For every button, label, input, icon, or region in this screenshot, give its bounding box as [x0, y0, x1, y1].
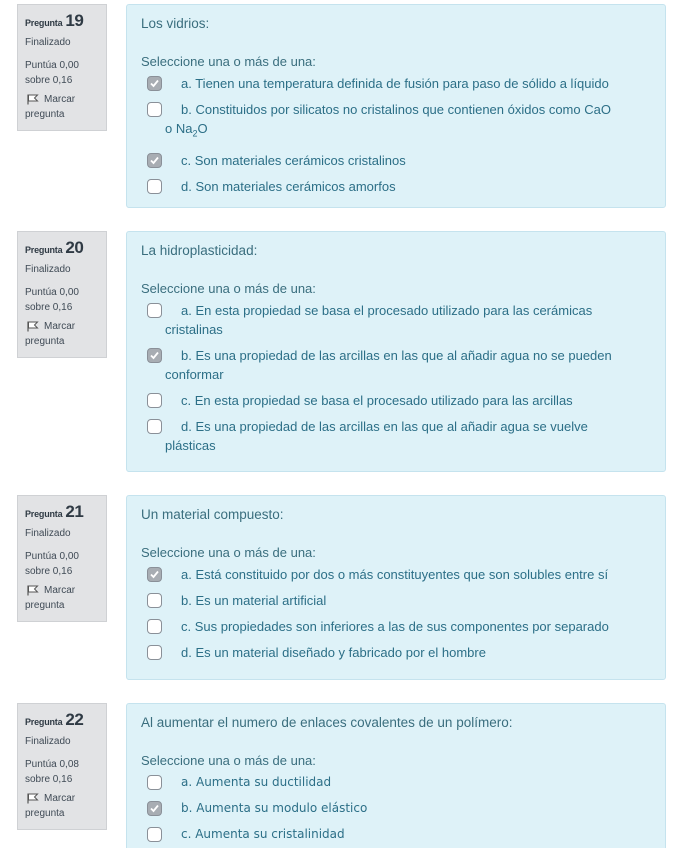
answer-option[interactable] — [141, 74, 651, 93]
question-grade — [25, 58, 99, 88]
question-grade — [25, 757, 99, 787]
flag-label-2: pregunta — [25, 600, 65, 611]
checkbox-unchecked[interactable] — [147, 619, 162, 634]
question-content — [126, 231, 666, 472]
checkbox-unchecked[interactable] — [147, 102, 162, 117]
answer-text: a. Está constituido por dos o más constituyentes que son solubles entre sí — [181, 567, 609, 582]
flag-question-link[interactable] — [25, 319, 99, 349]
flag-icon — [27, 793, 39, 804]
answer-text-line2: plásticas — [165, 438, 216, 453]
question-prompt: Seleccione una o más de una: — [141, 545, 316, 560]
flag-label: Marcar — [44, 94, 76, 105]
checkbox-unchecked[interactable] — [147, 393, 162, 408]
flag-label: Marcar — [44, 585, 76, 596]
checkbox-checked[interactable] — [147, 567, 162, 582]
answer-text — [165, 100, 611, 144]
question-state: Finalizado — [25, 37, 71, 48]
checkbox-unchecked[interactable] — [147, 179, 162, 194]
check-icon — [149, 78, 160, 89]
checkbox-unchecked[interactable] — [147, 419, 162, 434]
answer-option[interactable] — [141, 825, 651, 844]
question-label: Pregunta — [25, 717, 63, 727]
grade-score: Puntúa 0,08 — [25, 759, 79, 770]
grade-max: sobre 0,16 — [25, 566, 73, 577]
question-number: 19 — [65, 11, 84, 30]
answer-option[interactable] — [141, 301, 651, 339]
flag-label: Marcar — [44, 321, 76, 332]
question-label: Pregunta — [25, 18, 63, 28]
question-text: Al aumentar el numero de enlaces covalentes de un polímero: — [141, 715, 513, 730]
check-icon — [149, 155, 160, 166]
question-state: Finalizado — [25, 264, 71, 275]
answer-text-line2: cristalinas — [165, 322, 223, 337]
answer-text — [165, 301, 593, 339]
answer-list — [141, 565, 651, 662]
question-info-panel — [17, 703, 107, 830]
grade-score: Puntúa 0,00 — [25, 60, 79, 71]
flag-label-2: pregunta — [25, 808, 65, 819]
checkbox-checked[interactable] — [147, 153, 162, 168]
answer-option[interactable] — [141, 643, 651, 662]
answer-option[interactable] — [141, 100, 651, 144]
question-info-panel — [17, 4, 107, 131]
answer-text: c. Sus propiedades son inferiores a las de sus componentes por separado — [181, 619, 609, 634]
answer-text-line1: d. Es una propiedad de las arcillas en las que al añadir agua se vuelve — [181, 419, 588, 434]
check-icon — [149, 569, 160, 580]
question-label: Pregunta — [25, 245, 63, 255]
answer-list — [141, 773, 651, 844]
answer-text-line2-pre: o Na — [165, 121, 193, 136]
question-content — [126, 4, 666, 208]
grade-max: sobre 0,16 — [25, 75, 73, 86]
question-text: Un material compuesto: — [141, 507, 284, 522]
answer-text — [165, 417, 588, 455]
checkbox-checked[interactable] — [147, 801, 162, 816]
check-icon — [149, 803, 160, 814]
checkbox-checked[interactable] — [147, 76, 162, 91]
question-label: Pregunta — [25, 509, 63, 519]
answer-list — [141, 74, 651, 196]
checkbox-unchecked[interactable] — [147, 303, 162, 318]
answer-text-line1: b. Es una propiedad de las arcillas en las que al añadir agua no se pueden — [181, 348, 612, 363]
question-state: Finalizado — [25, 736, 71, 747]
question-heading — [25, 502, 99, 524]
answer-option[interactable] — [141, 773, 651, 792]
question-grade — [25, 549, 99, 579]
grade-max: sobre 0,16 — [25, 774, 73, 785]
flag-label: Marcar — [44, 793, 76, 804]
question-prompt: Seleccione una o más de una: — [141, 54, 316, 69]
question-grade — [25, 285, 99, 315]
flag-question-link[interactable] — [25, 583, 99, 613]
checkbox-unchecked[interactable] — [147, 775, 162, 790]
answer-text: b. Aumenta su modulo elástico — [181, 801, 368, 815]
answer-text: a. Tienen una temperatura definida de fusión para paso de sólido a líquido — [181, 76, 609, 91]
question-state: Finalizado — [25, 528, 71, 539]
answer-option[interactable] — [141, 391, 651, 410]
answer-text-line1: a. En esta propiedad se basa el procesado utilizado para las cerámicas — [181, 303, 593, 318]
question-text: La hidroplasticidad: — [141, 243, 258, 258]
checkbox-unchecked[interactable] — [147, 827, 162, 842]
answer-option[interactable] — [141, 617, 651, 636]
flag-icon — [27, 321, 39, 332]
answer-option[interactable] — [141, 346, 651, 384]
answer-list — [141, 301, 651, 455]
answer-text: a. Aumenta su ductilidad — [181, 775, 332, 789]
grade-max: sobre 0,16 — [25, 302, 73, 313]
question-heading — [25, 11, 99, 33]
flag-question-link[interactable] — [25, 92, 99, 122]
question-heading — [25, 238, 99, 260]
answer-option[interactable] — [141, 591, 651, 610]
answer-text-line2 — [165, 119, 611, 144]
answer-text-subscript: 2 — [192, 128, 198, 139]
answer-text-line2-post: O — [197, 121, 208, 136]
answer-option[interactable] — [141, 151, 651, 170]
question-number: 20 — [65, 238, 84, 257]
answer-text: c. En esta propiedad se basa el procesado utilizado para las arcillas — [181, 393, 573, 408]
flag-icon — [27, 94, 39, 105]
checkbox-unchecked[interactable] — [147, 645, 162, 660]
answer-text: c. Son materiales cerámicos cristalinos — [181, 152, 406, 168]
question-content — [126, 703, 666, 848]
flag-label-2: pregunta — [25, 109, 65, 120]
answer-option[interactable] — [141, 417, 651, 455]
flag-label-2: pregunta — [25, 336, 65, 347]
answer-text: d. Es un material diseñado y fabricado por el hombre — [181, 645, 486, 660]
question-content — [126, 495, 666, 680]
answer-text — [165, 346, 612, 384]
checkbox-unchecked[interactable] — [147, 593, 162, 608]
checkbox-checked[interactable] — [147, 348, 162, 363]
question-number: 22 — [65, 710, 84, 729]
answer-text: c. Aumenta su cristalinidad — [181, 827, 345, 841]
answer-text: b. Es un material artificial — [181, 593, 327, 608]
question-info-panel — [17, 231, 107, 358]
answer-option[interactable] — [141, 177, 651, 196]
question-heading — [25, 710, 99, 732]
flag-icon — [27, 585, 39, 596]
question-prompt: Seleccione una o más de una: — [141, 753, 316, 768]
question-info-panel — [17, 495, 107, 622]
question-number: 21 — [65, 502, 84, 521]
answer-text-line1: b. Constituidos por silicatos no cristalinos que contienen óxidos como CaO — [181, 102, 611, 117]
check-icon — [149, 350, 160, 361]
answer-text-line2: conformar — [165, 367, 224, 382]
flag-question-link[interactable] — [25, 791, 99, 821]
answer-option[interactable] — [141, 799, 651, 818]
question-prompt: Seleccione una o más de una: — [141, 281, 316, 296]
answer-text: d. Son materiales cerámicos amorfos — [181, 178, 396, 194]
grade-score: Puntúa 0,00 — [25, 551, 79, 562]
answer-option[interactable] — [141, 565, 651, 584]
question-text: Los vidrios: — [141, 16, 210, 31]
grade-score: Puntúa 0,00 — [25, 287, 79, 298]
